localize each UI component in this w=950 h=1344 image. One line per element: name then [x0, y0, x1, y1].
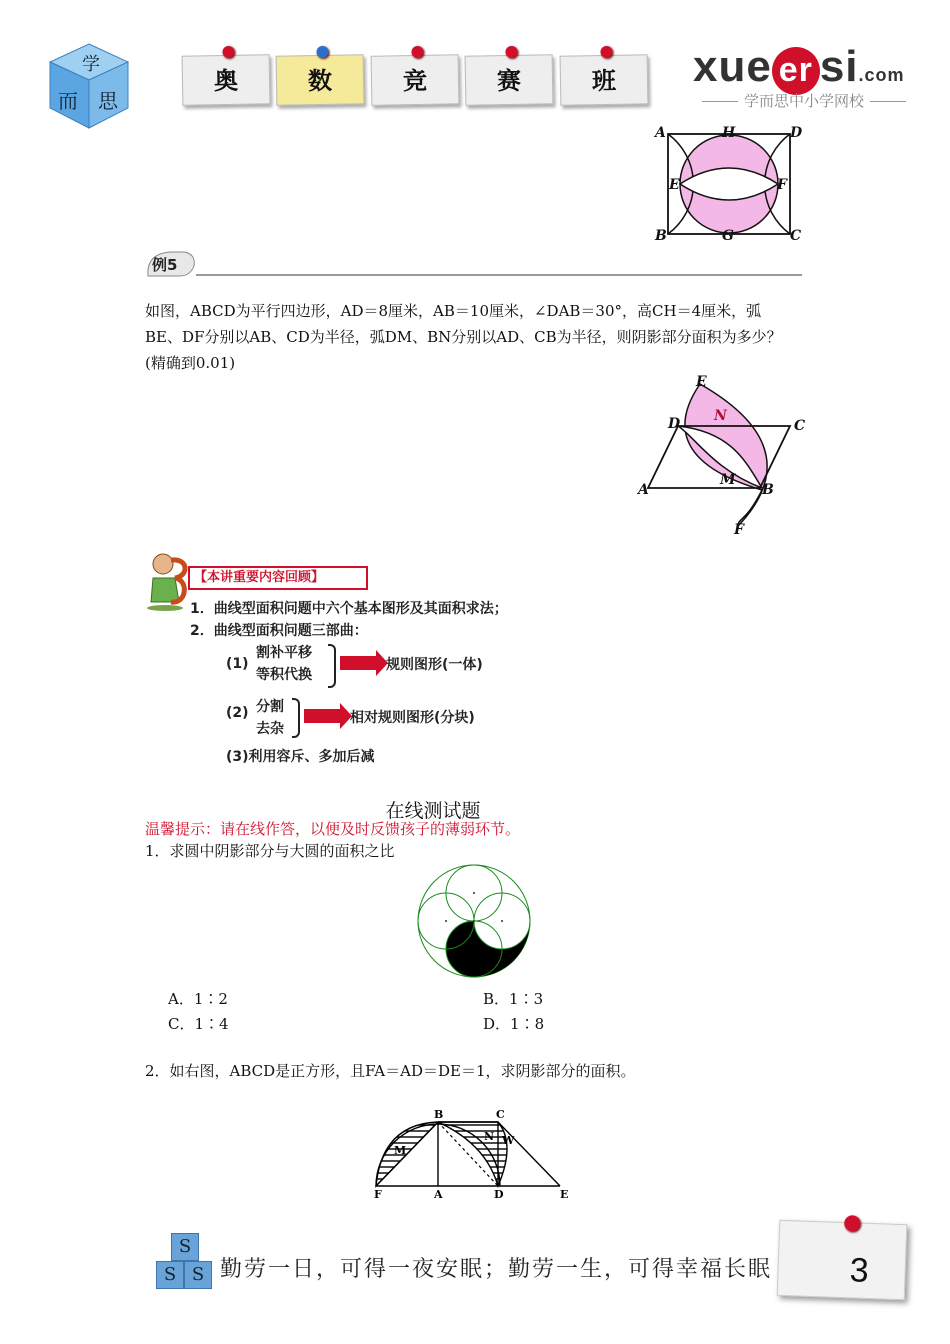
label-c: C	[496, 1108, 505, 1121]
label-m: M	[394, 1144, 407, 1157]
label-d: D	[494, 1188, 504, 1201]
page-number: 3	[849, 1251, 870, 1290]
step-3: (3)利用容斥、多加后减	[226, 749, 375, 765]
question-2: 2．如右图，ABCD是正方形，且FA＝AD＝DE＝1，求阴影部分的面积。	[145, 1062, 636, 1080]
step-1-b: 等积代换	[256, 667, 312, 683]
label-e: E	[696, 374, 707, 390]
review-title: 【本讲重要内容回顾】	[188, 566, 368, 590]
ss-char-1: S	[171, 1233, 199, 1261]
circles-figure	[414, 862, 536, 980]
tab-ban: 班	[560, 54, 649, 106]
test-title: 在线测试题	[385, 800, 481, 822]
tab-shu: 数	[276, 54, 365, 106]
step-1-result: 规则图形(一体)	[386, 657, 483, 673]
label-n: N	[714, 408, 727, 424]
step-2-result: 相对规则图形(分块)	[350, 710, 475, 726]
label-f: F	[734, 522, 744, 538]
option-a[interactable]: A．1∶2	[168, 990, 228, 1008]
label-e: E	[669, 177, 680, 193]
label-d: D	[790, 125, 803, 141]
brace-2	[292, 698, 300, 738]
label-b: B	[762, 482, 774, 498]
label-e: E	[560, 1188, 569, 1201]
square-semicircle-figure	[366, 1104, 576, 1204]
pin-icon	[844, 1215, 861, 1232]
brace-1	[328, 644, 336, 688]
label-w: W	[502, 1134, 515, 1147]
cube-char-2: 而	[58, 89, 78, 113]
example-badge-label: 例5	[152, 256, 178, 274]
review-item-1: 1．曲线型面积问题中六个基本图形及其面积求法；	[190, 601, 508, 617]
label-n: N	[484, 1130, 495, 1143]
option-b[interactable]: B．1∶3	[483, 990, 544, 1008]
label-b: B	[434, 1108, 444, 1121]
xueersi-wordmark: xue er si.com	[693, 42, 905, 95]
step-1-a: 割补平移	[256, 645, 312, 661]
tab-sai: 赛	[465, 54, 554, 106]
page-number-card	[777, 1220, 908, 1300]
rectangle-circle-figure	[650, 122, 810, 247]
example-line-3: (精确到0.01)	[145, 354, 236, 372]
test-tip: 温馨提示：请在线作答，以便及时反馈孩子的薄弱环节。	[145, 820, 521, 838]
label-d: D	[668, 416, 681, 432]
example-badge	[144, 248, 804, 280]
label-g: G	[722, 228, 734, 244]
parallelogram-figure	[634, 372, 814, 538]
ss-char-2: S	[156, 1261, 184, 1289]
label-b: B	[655, 228, 667, 244]
example-text	[145, 298, 825, 376]
step-2-b: 去杂	[256, 721, 284, 737]
step-1-number: (1)	[226, 656, 249, 672]
review-item-2: 2．曲线型面积问题三部曲：	[190, 623, 368, 639]
option-c[interactable]: C．1∶4	[168, 1015, 229, 1033]
step-2-a: 分割	[256, 699, 284, 715]
logo-subtitle: 学而思中小学网校	[690, 90, 918, 111]
option-d[interactable]: D．1∶8	[483, 1015, 545, 1033]
question-1: 1．求圆中阴影部分与大圆的面积之比	[145, 842, 395, 860]
example-line-1: 如图，ABCD为平行四边形，AD＝8厘米，AB＝10厘米，∠DAB＝30°，高CH＝4厘米，弧	[145, 302, 762, 320]
label-f: F	[777, 177, 787, 193]
label-a: A	[655, 125, 666, 141]
label-c: C	[794, 418, 806, 434]
label-f: F	[374, 1188, 382, 1201]
tab-ao: 奥	[182, 54, 271, 106]
arrow-1-icon	[340, 656, 376, 670]
step-2-number: (2)	[226, 705, 249, 721]
footer-motto: 勤劳一日，可得一夜安眠；勤劳一生，可得幸福长眠	[220, 1257, 773, 1282]
example-line-2: BE、DF分别以AB、CD为半径，弧DM、BN分别以AD、CB为半径，则阴影部分面积为多少？	[145, 328, 782, 346]
arrow-2-icon	[304, 709, 340, 723]
label-a: A	[638, 482, 649, 498]
ss-char-3: S	[184, 1261, 212, 1289]
xueersi-cube-logo	[48, 42, 130, 130]
label-h: H	[722, 125, 736, 141]
label-a: A	[434, 1188, 443, 1201]
sss-cube-logo	[156, 1233, 212, 1295]
tab-jing: 竞	[371, 54, 460, 106]
cube-char-1: 学	[82, 54, 100, 75]
label-c: C	[790, 228, 802, 244]
label-m: M	[720, 472, 736, 488]
cube-char-3: 思	[98, 89, 118, 113]
mascot-icon	[145, 552, 189, 612]
